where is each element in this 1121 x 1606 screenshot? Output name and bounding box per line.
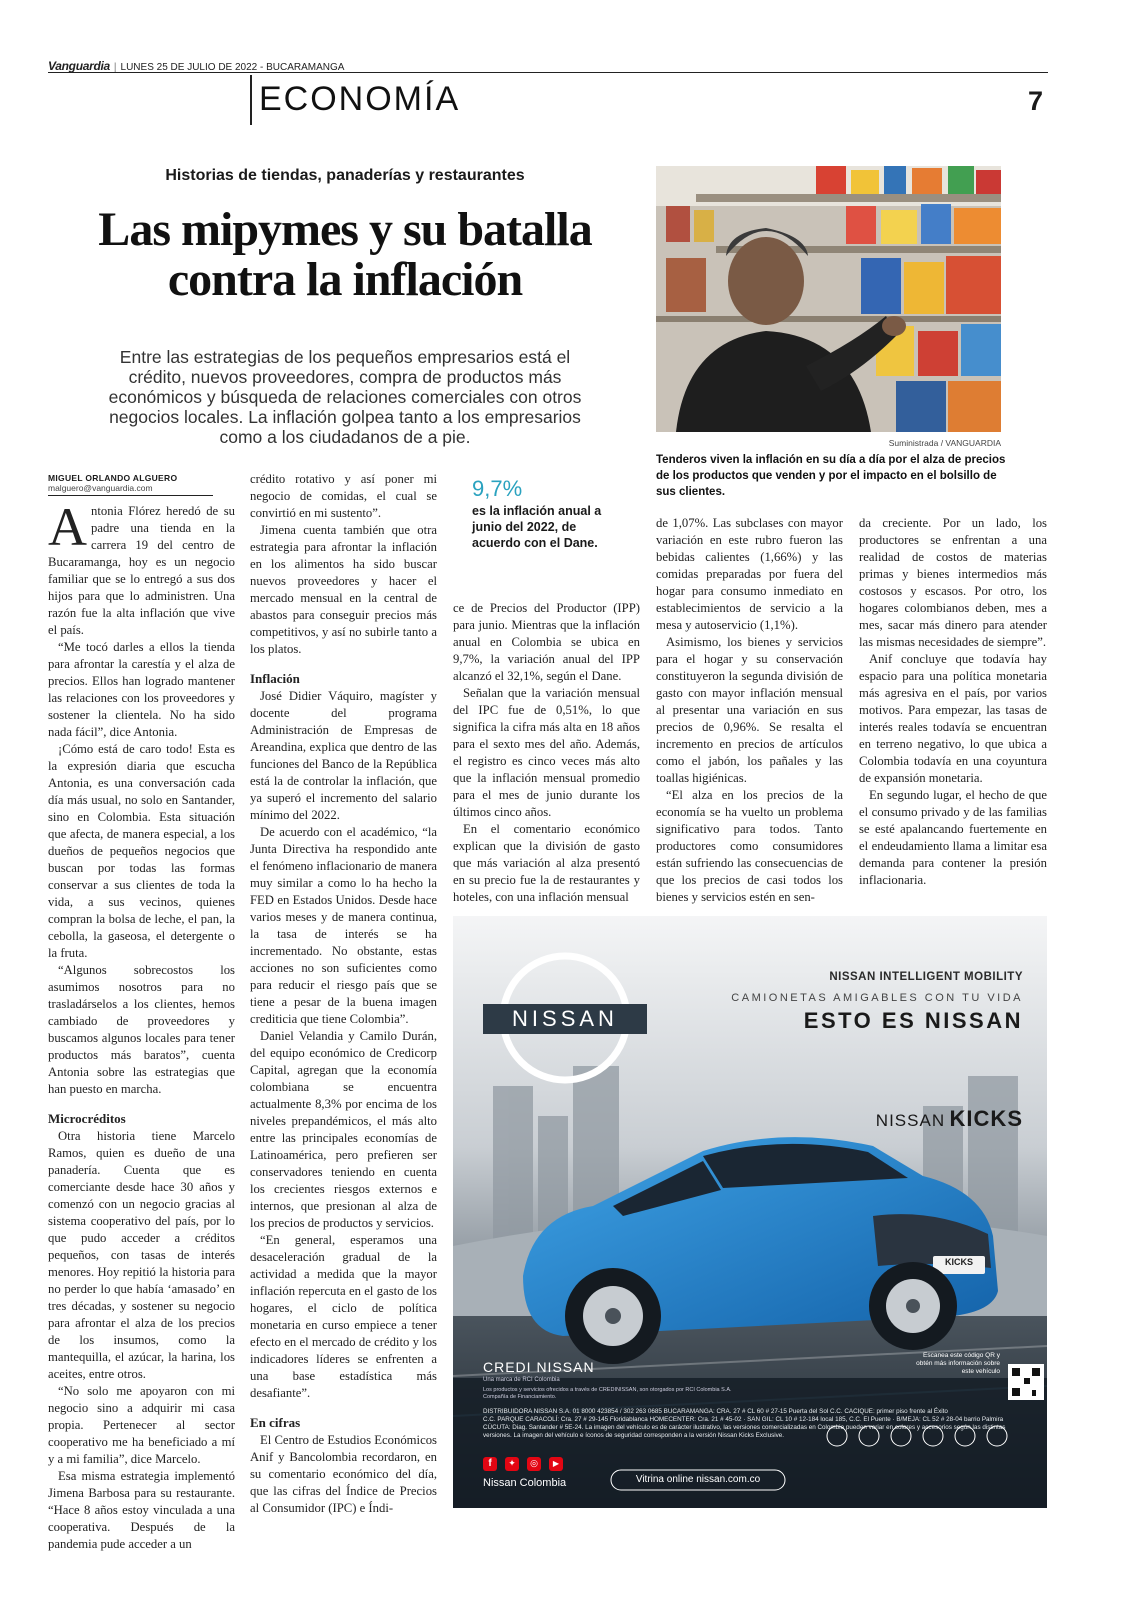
subhead-microcreditos: Microcréditos bbox=[48, 1111, 126, 1126]
author-name: MIGUEL ORLANDO ALGUERO bbox=[48, 473, 178, 483]
paragraph: Daniel Velandia y Camilo Durán, del equipo económico de Credicorp Capital, agregan que la economía colombiana se encuentra actualmente 8,3% por encima de los niveles prepandémicos, el más alto entre las principales economías de Latinoamérica, pero prefieren ser conservadores teniendo en cuenta los crecientes riesgos externos e internos, que presionan al alza de los precios de productos y servicios. bbox=[250, 1029, 437, 1230]
credi-nissan-note: Los productos y servicios ofrecidos a través de CREDINISSAN, son otorgados por RCI Colombia S.A. Compañía de Financiamiento. bbox=[483, 1387, 732, 1400]
social-handle: Nissan Colombia bbox=[483, 1477, 567, 1489]
drop-cap: A bbox=[48, 497, 87, 557]
paragraph: El Centro de Estudios Económicos Anif y Bancolombia recordaron, en su comentario económico del día, que las cifras del Índice de Precios al Consumidor (IPC) e Índi- bbox=[250, 1433, 437, 1515]
paragraph: da creciente. Por un lado, los productores se enfrentan a una realidad de costos de materias primas y bienes intermedios más costosos y escasos. Por otro, los hogares colombianos deben, mes a mes, sacar más dinero para atender las mismas necesidades de siempre”. bbox=[859, 516, 1047, 649]
paragraph: “Me tocó darles a ellos la tienda para afrontar la carestía y el alza de precios. Ellos han logrado mantener las relaciones con los proveedores y sostener la clientela. No ha sido nada fácil”, dice Antonia. bbox=[48, 640, 235, 739]
article-column-3 bbox=[453, 600, 640, 906]
stat-callout bbox=[472, 475, 620, 551]
facebook-icon[interactable]: f bbox=[488, 1458, 492, 1469]
nissan-logo-text: NISSAN bbox=[483, 1004, 647, 1034]
section-title: ECONOMÍA bbox=[259, 80, 461, 118]
paragraph: En segundo lugar, el hecho de que el consumo privado y de las familias se esté apalancando fuertemente en el endeudamiento llama a limitar esa demanda para contener la presión inflacionaria. bbox=[859, 788, 1047, 887]
dealer-line: C.C. PARQUE CARACOLÍ: Cra. 27 # 29-145 Floridablanca HOMECENTER: Cra. 21 # 45-02 · SAN GIL: CL 10 # 12-184 local 185, C.C. El Puente · B/MEJA: CL 52 # 28-04 barrio Palmira bbox=[483, 1416, 1004, 1423]
paragraph: En el comentario económico explican que la división de gasto que más variación al alza presentó en su precio fue la de restaurantes y hoteles, con una inflación mensual bbox=[453, 822, 640, 904]
dealer-line: DISTRIBUIDORA NISSAN S.A. 01 8000 423854 / 302 263 0685 BUCARAMANGA: CRA. 27 # CL 60 # 27-15 Puerta del Sol C.C. CACIQUE: primer piso frente al Éxito bbox=[483, 1408, 948, 1415]
paragraph: “No solo me apoyaron con mi negocio sino a adquirir mi casa propia. Pertenecer al sector cooperativo me ha beneficiado a mí y a mi familia”, dice Marcelo. bbox=[48, 1384, 235, 1466]
byline bbox=[48, 473, 213, 496]
qr-code[interactable] bbox=[1008, 1364, 1044, 1400]
newspaper-brand: Vanguardia bbox=[48, 59, 110, 73]
paragraph: ¡Cómo está de caro todo! Esta es la expresión diaria que escucha Antonia, es una conversación cada día más usual, no solo en Santander, sino en Colombia. Esta situación que afecta, de manera especial, a los dueños de pequeños negocios que buscan por todas las formas conservar a sus clientes de toda la vida, a sus vecinos, quienes compran la bolsa de leche, el pan, la cebolla, la gaseosa, el detergente o la fruta. bbox=[48, 742, 235, 960]
paragraph: “El alza en los precios de la economía se ha vuelto un problema significativo para todos. Tanto productores como consumidores están sufriendo las consecuencias de que los precios de casi todos los bienes y servicios estén en sen- bbox=[656, 788, 843, 904]
credi-nissan-sub: Una marca de RCI Colombia bbox=[483, 1377, 560, 1383]
stat-value: 9,7% bbox=[472, 476, 523, 501]
ad-model bbox=[803, 1106, 1023, 1132]
paragraph: Señalan que la variación mensual del IPC fue de 0,51%, lo que significa la cifra más alta en 18 años para el sexto mes del año. Además, el registro es cinco veces más alto que la inflación mensual promedio para el mes de junio durante los últimos cinco años. bbox=[453, 686, 640, 819]
masthead-date: LUNES 25 DE JULIO DE 2022 - BUCARAMANGA bbox=[120, 62, 345, 73]
dealer-line: CÚCUTA: Diag. Santander # 5E-24. La imagen del vehículo es de carácter ilustrativo, las versiones comercializadas en Colombia pueden variar en colores y accesorios según las distintas versiones. La imagen del vehículo e íconos de seguridad corresponden a la versión Nissan Kicks Exclusive. bbox=[483, 1424, 1006, 1439]
paragraph: ce de Precios del Productor (IPP) para junio. Mientras que la inflación anual en Colombia se ubica en 9,7%, la variación anual del IPP alcanzó el 32,1%, según el Dane. bbox=[453, 601, 640, 683]
youtube-icon[interactable]: ▶ bbox=[552, 1459, 560, 1468]
paragraph: de 1,07%. Las subclases con mayor variación en este rubro fueron las bebidas calientes (1,66%) y las comidas preparadas por fuera del hogar para consumo inmediato en establecimientos de servicio a la mesa y autoservicio (1,1%). bbox=[656, 516, 843, 632]
nissan-advertisement[interactable] bbox=[453, 916, 1047, 1508]
stat-text: es la inflación anual a junio del 2022, de acuerdo con el Dane. bbox=[472, 504, 602, 550]
paragraph: José Didier Váquiro, magíster y docente del programa Administración de Empresas de Areandina, explica que dentro de las funciones del Banco de la República está la de controlar la inflación, que ya superó el incremento del salario mínimo del 2022. bbox=[250, 689, 437, 822]
shopkeeper-photo-illustration bbox=[656, 166, 1001, 432]
license-plate: KICKS bbox=[944, 1257, 973, 1267]
instagram-icon[interactable]: ◎ bbox=[530, 1459, 538, 1469]
paragraph: Esa misma estrategia implementó Jimena Barbosa para su restaurante. “Hace 8 años estoy vinculada a una cooperativa. Después de la pandemia pude acceder a un bbox=[48, 1469, 235, 1551]
masthead-separator: | bbox=[113, 62, 117, 73]
paragraph: Antonia Flórez heredó de su padre una tienda en la carrera 19 del centro de Bucaramanga, hoy es un negocio familiar que se lo entregó a sus dos hijos para que lo administren. Una razón fue la alta inflación que vive el país. bbox=[48, 497, 235, 637]
masthead bbox=[48, 59, 1048, 73]
article-column-1 bbox=[48, 497, 235, 1553]
article-kicker: Historias de tiendas, panaderías y restaurantes bbox=[165, 167, 525, 184]
article-column-5 bbox=[859, 515, 1047, 889]
article-dek: Entre las estrategias de los pequeños empresarios está el crédito, nuevos proveedores, compra de productos más económicos y búsqueda de relaciones comerciales con otros negocios locales. La inflación golpea tanto a los empresarios como a los ciudadanos de a pie. bbox=[108, 347, 582, 447]
page-number: 7 bbox=[1028, 86, 1044, 116]
credi-nissan-title: CREDI NISSAN bbox=[483, 1359, 595, 1375]
ad-model-name: KICKS bbox=[949, 1106, 1023, 1131]
photo-caption: Tenderos viven la inflación en su día a día por el alza de precios de los productos que venden y por el impacto en el bolsillo de sus clientes. bbox=[656, 454, 1006, 498]
ad-tagline: CAMIONETAS AMIGABLES CON TU VIDA bbox=[731, 992, 1023, 1004]
article-photo bbox=[656, 166, 1001, 432]
subhead-en-cifras: En cifras bbox=[250, 1415, 301, 1430]
ad-model-brand: NISSAN bbox=[875, 1111, 946, 1130]
article-headline: Las mipymes y su batalla contra la inflación bbox=[98, 203, 592, 306]
vitrina-online-link[interactable]: Vitrina online nissan.com.co bbox=[635, 1474, 761, 1485]
twitter-icon[interactable]: ✦ bbox=[508, 1459, 516, 1469]
paragraph: “En general, esperamos una desaceleración gradual de la actividad a medida que la mayor inflación repercuta en el gasto de los hogares, el ciclo de política monetaria en curso empiece a tener efecto en el mercado de crédito y los indicadores líderes se enfrenten a una base estadística más desafiante”. bbox=[250, 1233, 437, 1400]
ad-slogan: ESTO ES NISSAN bbox=[803, 1008, 1023, 1033]
article-column-4 bbox=[656, 515, 843, 906]
photo-credit: Suministrada / VANGUARDIA bbox=[888, 438, 1001, 448]
paragraph: De acuerdo con el académico, “la Junta Directiva ha respondido ante el fenómeno inflacionario de manera muy similar a como lo ha hecho la FED en Estados Unidos. Desde hace varios meses y de manera continua, la tasa de interés se ha incrementado. No obstante, estas acciones no son suficientes como para reducir el riesgo país que se tiene a pesar de la buena imagen crediticia que tiene Colombia”. bbox=[250, 825, 437, 1026]
subhead-inflacion: Inflación bbox=[250, 671, 300, 686]
qr-code-text: Escanea este código QR y obtén más información sobre este vehículo bbox=[916, 1352, 1000, 1375]
ad-mobility: NISSAN INTELLIGENT MOBILITY bbox=[829, 971, 1023, 983]
paragraph: Asimismo, los bienes y servicios para el hogar y su conservación constituyeron la segunda división de gasto con mayor inflación mensual al presentar una variación en sus precios de 0,96%. Se resalta el incremento en precios de artículos como el jabón, los pañales y las toallas higiénicas. bbox=[656, 635, 843, 785]
article-column-2 bbox=[250, 471, 437, 1517]
paragraph: crédito rotativo y así poner mi negocio de comidas, el cual se convirtió en mi sustento”. bbox=[250, 472, 437, 520]
paragraph: Otra historia tiene Marcelo Ramos, quien es dueño de una panadería. Cuenta que es comerciante desde hace 30 años y comenzó con un negocio gracias al sistema cooperativo del país, por lo que pudo acceder a créditos pequeños, con tasas de interés menores. Hoy repitió la historia para no perder lo que había ‘amasado’ en tres décadas, y sostener su negocio para afrontar el alza de los precios de los insumos, como la mantequilla, el azúcar, la harina, los aceites, entre otros. bbox=[48, 1129, 235, 1381]
dealer-info bbox=[483, 1408, 1023, 1440]
paragraph: Jimena cuenta también que otra estrategia para afrontar la inflación en los alimentos ha sido buscar nuevos proveedores y hacer el mercado mensual en la central de abastos para conseguir precios más competitivos, y así no subirle tanto a los platos. bbox=[250, 523, 437, 656]
section-divider bbox=[250, 75, 252, 125]
paragraph: Anif concluye que todavía hay espacio para una política monetaria más agresiva en el país, por varios motivos. Para empezar, las tasas de interés reales todavía se encuentran en terreno negativo, lo que ubica a Colombia todavía en una coyuntura de expansión monetaria. bbox=[859, 652, 1047, 785]
author-email[interactable]: malguero@vanguardia.com bbox=[48, 483, 153, 493]
paragraph: “Algunos sobrecostos los asumimos nosotros para no trasladárselos a los clientes, hemos cambiado de proveedores y buscamos algunos locales para tener productos más baratos”, cuenta Antonia sobre las estrategias que han puesto en marcha. bbox=[48, 963, 235, 1096]
